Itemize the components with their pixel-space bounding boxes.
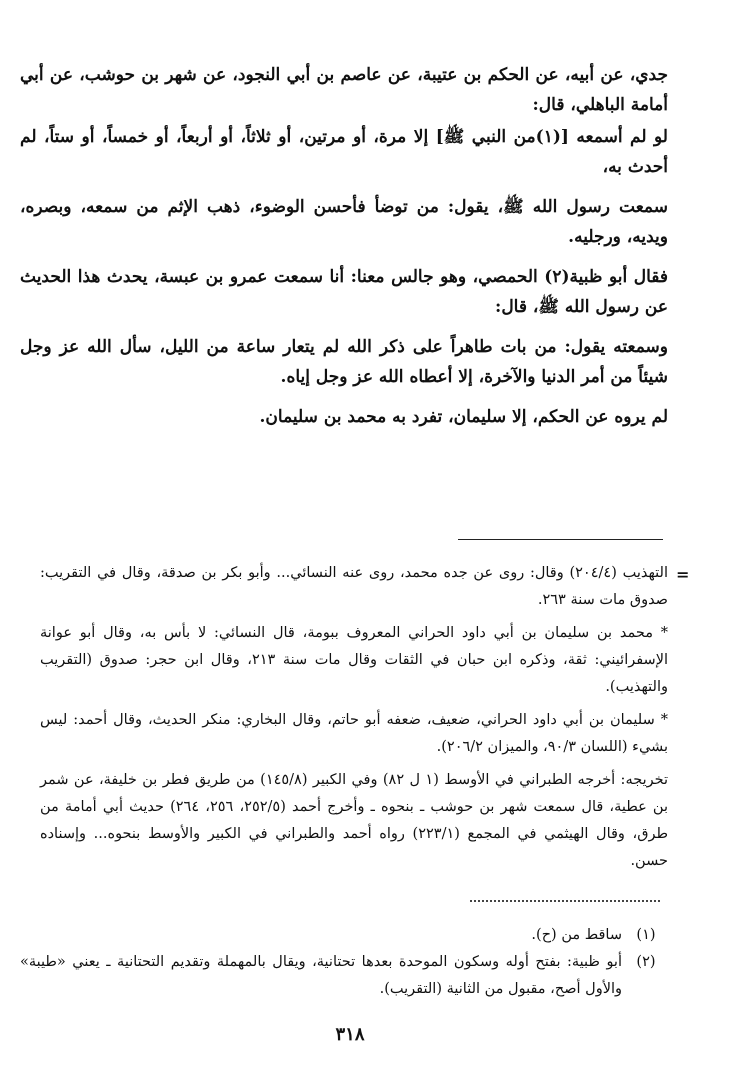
footnote-text: أبو ظبية: بفتح أوله وسكون الموحدة بعدها تحتانية، ويقال بالمهملة وتقديم التحتانية ـ يعني «طيبة» والأول أصح، مقبول من الثانية (التقريب). (20, 954, 622, 997)
main-paragraph: سمعت رسول الله ﷺ، يقول: من توضأ فأحسن الوضوء، ذهب الإثم من سمعه، وبصره، ويديه، ورجليه. (20, 197, 668, 247)
margin-mark: = (676, 565, 690, 584)
commentary-notes (40, 560, 668, 881)
note-paragraph: التهذيب (٢٠٤/٤) وقال: روى عن جده محمد، روى عنه النسائي... وأبو بكر بن صدقة، وقال في التقريب: صدوق مات سنة ٢٦٣. (40, 565, 668, 608)
main-paragraph: جدي، عن أبيه، عن الحكم بن عتيبة، عن عاصم بن أبي النجود، عن شهر بن حوشب، عن أبي أمامة الباهلي، قال: (20, 65, 668, 115)
main-paragraph: فقال أبو ظبية(٢) الحمصي، وهو جالس معنا: أنا سمعت عمرو بن عبسة، يحدث هذا الحديث عن رسول الله ﷺ، قال: (20, 267, 669, 317)
footnote-text: ساقط من (ح). (531, 927, 622, 943)
main-text (20, 60, 668, 442)
footnotes (20, 922, 670, 1003)
footnote-separator (470, 900, 660, 902)
note-paragraph: * محمد بن سليمان بن أبي داود الحراني المعروف ببومة، قال النسائي: لا بأس به، وقال أبو عوانة الإسفرائيني: ثقة، وذكره ابن حبان في الثقات وقال مات سنة ٢١٣، وقال ابن حجر: صدوق (التقريب والتهذيب). (40, 625, 669, 695)
footnote-item (20, 922, 670, 949)
note-paragraph: تخريجه: أخرجه الطبراني في الأوسط (١ ل ٨٢) وفي الكبير (١٤٥/٨) من طريق فطر بن خليفة، عن شمر بن عطية، قال سمعت شهر بن حوشب ـ بنحوه ـ وأخرج أحمد (٢٥٢/٥، ٢٥٦، ٢٦٤) حديث أبي أمامة من طرق، وقال الهيثمي في المجمع (٢٢٣/١) رواه أحمد والطبراني في الكبير والأوسط بنحوه... وإسناده حسن. (40, 772, 669, 869)
main-paragraph: وسمعته يقول: من بات طاهراً على ذكر الله لم يتعار ساعة من الليل، سأل الله عز وجل شيئاً من أمر الدنيا والآخرة، إلا أعطاه الله عز وجل إياه. (20, 337, 668, 387)
footnote-item (20, 949, 670, 1003)
footnote-number: (١) (636, 927, 656, 943)
notes-separator (458, 539, 663, 540)
main-paragraph: لو لم أسمعه [(١)من النبي ﷺ] إلا مرة، أو مرتين، أو ثلاثاً، أو أربعاً، أو خمساً، أو ستاً، لم أحدث به، (20, 127, 668, 177)
main-paragraph: لم يروه عن الحكم، إلا سليمان، تفرد به محمد بن سليمان. (259, 407, 668, 427)
page-number: ٣١٨ (335, 1024, 365, 1045)
footnote-number: (٢) (636, 954, 656, 970)
note-paragraph: * سليمان بن أبي داود الحراني، ضعيف، ضعفه أبو حاتم، وقال البخاري: منكر الحديث، وقال أحمد: ليس بشيء (اللسان ٩٠/٣، والميزان ٢٠٦/٢). (40, 712, 668, 755)
